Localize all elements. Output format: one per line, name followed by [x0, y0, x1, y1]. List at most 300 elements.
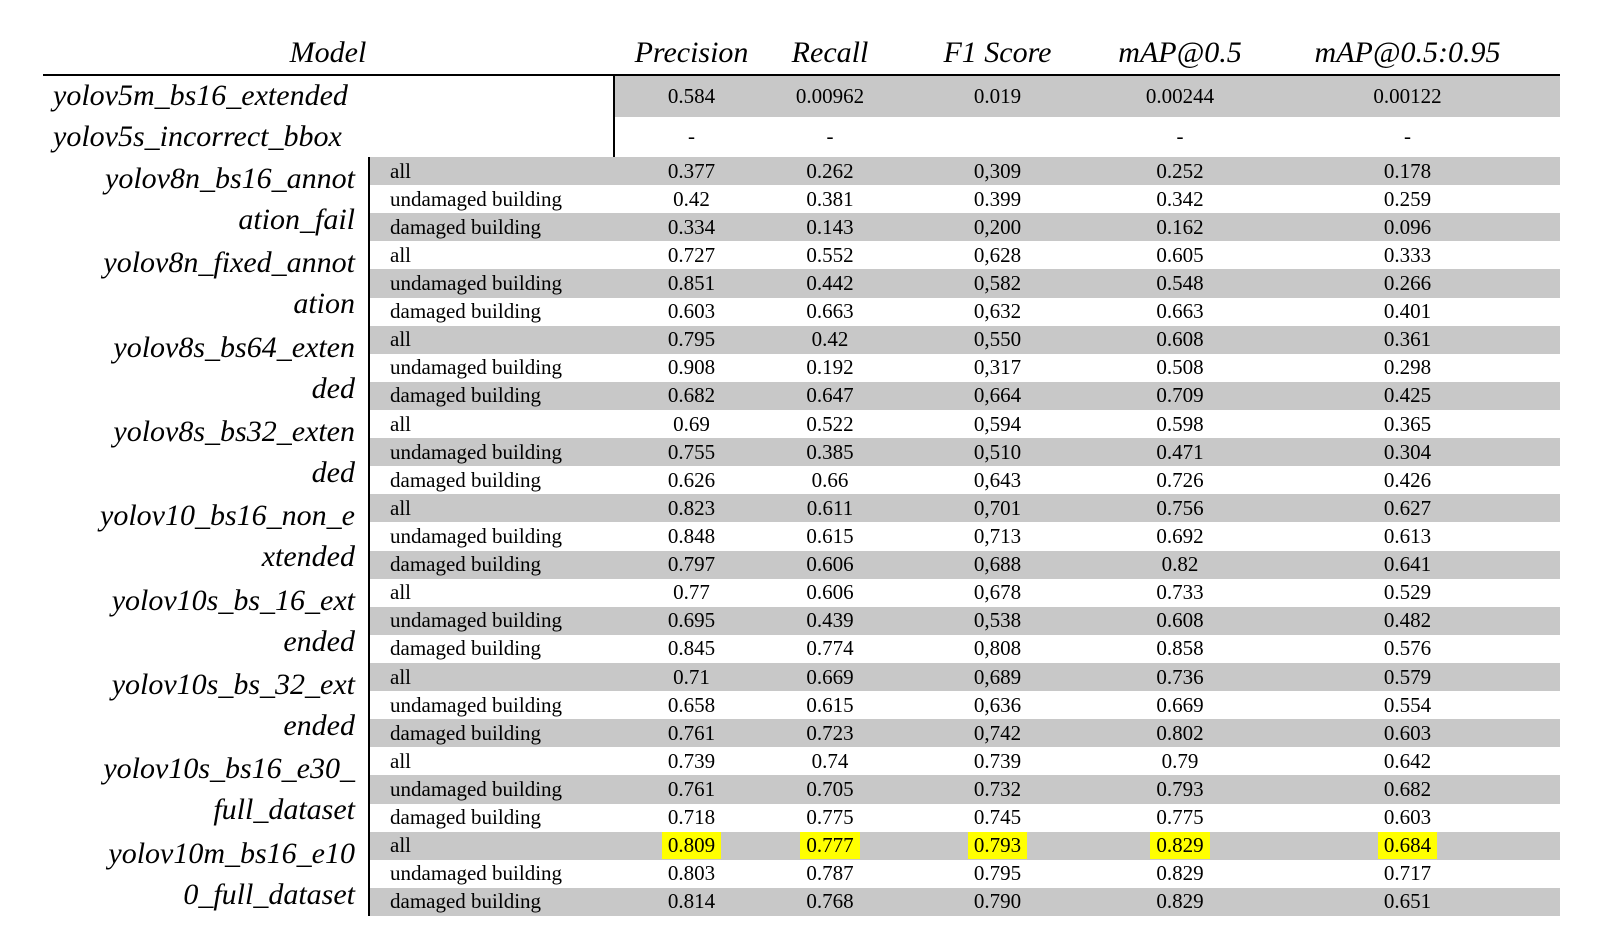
metric-value-cell — [890, 213, 1105, 241]
column-header-precision: Precision — [634, 36, 749, 69]
metric-value: 0.482 — [1383, 608, 1432, 633]
metric-value: 0.361 — [1383, 327, 1432, 352]
metric-value-cell — [770, 354, 890, 382]
metric-value: 0.304 — [1383, 439, 1432, 464]
metric-value: 0.608 — [1156, 608, 1204, 633]
row-band — [368, 860, 1560, 888]
metric-value: 0,550 — [973, 327, 1022, 352]
metric-value: - — [1176, 124, 1184, 149]
class-label-cell: undamaged building — [390, 439, 563, 464]
metric-value: 0.162 — [1156, 214, 1204, 239]
metric-value-cell — [613, 860, 770, 888]
model-name-cell: yolov5m_bs16_extended — [53, 79, 348, 113]
metric-value: 0.774 — [806, 636, 854, 661]
metric-value-cell — [770, 663, 890, 691]
metric-value: 0.663 — [1156, 299, 1204, 324]
metric-value: 0.381 — [806, 186, 854, 211]
metric-value-cell — [770, 438, 890, 466]
metric-value: 0,632 — [973, 299, 1022, 324]
metric-value: 0.71 — [673, 664, 710, 689]
row-band — [368, 522, 1560, 550]
metric-value-cell — [613, 579, 770, 607]
model-name — [43, 326, 355, 410]
metric-value-cell — [770, 410, 890, 438]
metric-value: 0.658 — [667, 692, 716, 717]
metric-value-cell — [1105, 747, 1255, 775]
class-label-cell: undamaged building — [390, 523, 563, 548]
metric-value-cell — [1105, 241, 1255, 269]
metric-value-cell — [613, 269, 770, 297]
metric-value-cell — [770, 719, 890, 747]
row-band — [368, 185, 1560, 213]
class-label-cell: all — [390, 411, 411, 436]
metric-value: 0.342 — [1156, 186, 1204, 211]
table-row — [43, 117, 1560, 158]
metric-value: 0.192 — [806, 355, 854, 380]
model-name — [43, 663, 355, 747]
metric-value: 0.755 — [667, 439, 716, 464]
metric-value: 0.768 — [806, 889, 854, 914]
metric-value: 0.611 — [806, 495, 854, 520]
metric-value-cell — [1105, 326, 1255, 354]
metric-value: 0.732 — [973, 776, 1022, 801]
metric-value-cell — [613, 326, 770, 354]
row-band — [368, 157, 1560, 185]
metric-value: 0.426 — [1383, 467, 1432, 492]
metric-value: 0.605 — [1156, 242, 1204, 267]
metric-value: 0.829 — [1156, 861, 1204, 886]
metric-value: 0,309 — [973, 158, 1022, 183]
metric-value-cell — [890, 76, 1105, 117]
metric-value-cell — [1105, 888, 1255, 916]
metric-value-cell — [770, 579, 890, 607]
metric-value-cell — [613, 832, 770, 860]
metric-value: 0.548 — [1156, 270, 1204, 295]
metric-value: 0.705 — [806, 776, 854, 801]
metric-value-cell — [1255, 438, 1560, 466]
metric-value: 0.365 — [1383, 411, 1432, 436]
metric-value: 0.627 — [1383, 495, 1432, 520]
metric-value: 0.718 — [667, 805, 716, 830]
model-name-line: yolov8n_fixed_annot — [103, 246, 355, 280]
column-header-map05: mAP@0.5 — [1118, 36, 1242, 69]
model-name — [43, 579, 355, 663]
metric-value: 0,643 — [973, 467, 1022, 492]
class-label-cell: damaged building — [390, 552, 542, 577]
metric-value-cell — [890, 663, 1105, 691]
metric-value: 0.74 — [811, 748, 849, 773]
metric-value-cell — [770, 551, 890, 579]
class-label-cell: undamaged building — [390, 270, 563, 295]
metric-value: 0.603 — [1383, 720, 1432, 745]
metric-value-cell — [890, 117, 1105, 158]
class-label-cell: undamaged building — [390, 776, 563, 801]
metric-value-cell — [613, 298, 770, 326]
metric-value-cell — [1255, 551, 1560, 579]
metric-value: - — [688, 124, 695, 149]
model-name-line: ended — [283, 709, 355, 743]
metric-value: 0,664 — [973, 383, 1022, 408]
metric-value: 0.613 — [1383, 523, 1432, 548]
metric-value: 0.761 — [667, 776, 716, 801]
metric-value: 0,713 — [973, 523, 1022, 548]
metric-value: 0.385 — [806, 439, 854, 464]
metric-value: 0.333 — [1383, 242, 1432, 267]
metric-value-cell — [1105, 607, 1255, 635]
model-name-line: ded — [311, 371, 355, 405]
metric-value: 0.522 — [806, 411, 854, 436]
class-label-cell: damaged building — [390, 214, 542, 239]
metric-value-cell — [1105, 663, 1255, 691]
metric-value-cell — [770, 522, 890, 550]
model-name-line: yolov10s_bs_16_ext — [111, 583, 355, 617]
metric-value-cell — [770, 185, 890, 213]
metric-value-cell — [1255, 747, 1560, 775]
class-label-cell: all — [390, 833, 411, 858]
metric-value-cell — [613, 410, 770, 438]
metric-value: 0.726 — [1156, 467, 1204, 492]
metric-value: 0.508 — [1156, 355, 1204, 380]
metric-value: 0.845 — [667, 636, 716, 661]
row-band — [613, 76, 1560, 117]
row-band — [368, 888, 1560, 916]
metric-value: 0,510 — [973, 439, 1022, 464]
metric-value-cell — [613, 117, 770, 158]
metric-value-cell — [613, 691, 770, 719]
metric-value-cell — [1255, 804, 1560, 832]
metric-value-cell — [613, 466, 770, 494]
metric-value-cell — [1255, 888, 1560, 916]
row-band — [368, 551, 1560, 579]
column-header-f1-score: F1 Score — [943, 36, 1052, 69]
metric-value-cell — [613, 747, 770, 775]
metric-value: 0,636 — [973, 692, 1022, 717]
metric-value: 0,200 — [973, 214, 1022, 239]
metric-value: 0.908 — [667, 355, 716, 380]
metric-value: 0.603 — [1383, 805, 1432, 830]
class-label-cell: damaged building — [390, 467, 542, 492]
metric-value-cell — [890, 804, 1105, 832]
metric-value-cell — [1105, 691, 1255, 719]
metric-value-cell — [1105, 213, 1255, 241]
metric-value: 0,701 — [973, 495, 1022, 520]
metric-value-cell — [613, 76, 770, 117]
metric-value: 0.529 — [1383, 580, 1432, 605]
metric-value: 0.802 — [1156, 720, 1204, 745]
metric-value-cell — [1105, 494, 1255, 522]
header-rows-divider-line — [613, 76, 615, 157]
metric-value-cell — [770, 607, 890, 635]
metric-value: 0.739 — [667, 748, 716, 773]
metric-value-cell — [1105, 719, 1255, 747]
metric-value: 0.775 — [806, 805, 854, 830]
row-band — [368, 241, 1560, 269]
row-band — [368, 747, 1560, 775]
metric-value-cell — [1105, 76, 1255, 117]
metric-value-cell — [1105, 804, 1255, 832]
metric-value: 0,538 — [973, 608, 1022, 633]
metric-value: 0,317 — [973, 355, 1022, 380]
metric-value-cell — [890, 551, 1105, 579]
metric-value: 0.552 — [806, 242, 854, 267]
row-band — [368, 832, 1560, 860]
metric-value-cell — [770, 241, 890, 269]
metric-value: 0.663 — [806, 299, 854, 324]
metric-value: 0.266 — [1383, 270, 1432, 295]
metric-value: 0.723 — [806, 720, 854, 745]
model-name-line: yolov8s_bs32_exten — [113, 415, 355, 449]
metric-value-cell — [613, 551, 770, 579]
metric-value-cell — [770, 382, 890, 410]
metric-value-cell — [613, 888, 770, 916]
column-header-map05-095: mAP@0.5:0.95 — [1314, 36, 1501, 69]
metric-value: 0.745 — [973, 805, 1022, 830]
row-band — [613, 117, 1560, 158]
metric-value-cell — [890, 269, 1105, 297]
metric-value-cell — [1255, 382, 1560, 410]
metric-value: 0.814 — [667, 889, 716, 914]
metric-value: 0.709 — [1156, 383, 1204, 408]
metric-value-cell — [890, 860, 1105, 888]
row-band — [368, 663, 1560, 691]
model-name-line: ation_fail — [238, 203, 355, 237]
metric-value-cell — [890, 719, 1105, 747]
metric-value: 0.66 — [811, 467, 849, 492]
metric-value: 0.736 — [1156, 664, 1204, 689]
row-band — [368, 269, 1560, 297]
metric-value-cell — [1255, 494, 1560, 522]
metric-value-cell — [1105, 832, 1255, 860]
metric-value: 0.615 — [806, 692, 854, 717]
class-label-cell: damaged building — [390, 889, 542, 914]
metric-value: 0.615 — [806, 523, 854, 548]
metric-value: 0.793 — [1156, 776, 1204, 801]
metric-value-cell — [770, 269, 890, 297]
metric-value-cell — [613, 522, 770, 550]
metric-value-cell — [1255, 579, 1560, 607]
metric-value-cell — [1255, 663, 1560, 691]
metric-value: 0.608 — [1156, 327, 1204, 352]
class-label-cell: undamaged building — [390, 186, 563, 211]
metric-value: 0.642 — [1383, 748, 1432, 773]
class-label-cell: damaged building — [390, 383, 542, 408]
metric-value: - — [826, 124, 834, 149]
metric-value: 0.598 — [1156, 411, 1204, 436]
model-divider-line — [368, 157, 370, 916]
metric-value: 0.647 — [806, 383, 854, 408]
metric-value: 0.399 — [973, 186, 1022, 211]
metric-value-cell — [890, 888, 1105, 916]
metric-value-cell — [1255, 76, 1560, 117]
metric-value-cell — [770, 117, 890, 158]
metric-value-cell — [613, 494, 770, 522]
metric-value-cell — [1105, 354, 1255, 382]
class-label-cell: damaged building — [390, 299, 542, 324]
metric-value-cell — [890, 410, 1105, 438]
metric-value: 0.471 — [1156, 439, 1204, 464]
metric-value-cell — [1255, 860, 1560, 888]
metric-value-cell — [1105, 579, 1255, 607]
metric-value: 0.809 — [662, 832, 721, 859]
metric-value: 0.739 — [973, 748, 1022, 773]
class-label-cell: damaged building — [390, 720, 542, 745]
row-band — [368, 298, 1560, 326]
metric-value: 0.777 — [800, 832, 859, 859]
metric-value: 0.793 — [968, 832, 1027, 859]
metric-value: 0.00962 — [795, 83, 865, 108]
metric-value: 0.669 — [806, 664, 854, 689]
metric-value: 0.334 — [667, 214, 716, 239]
metric-value-cell — [890, 635, 1105, 663]
column-header-model: Model — [289, 36, 367, 69]
metric-value-cell — [1255, 832, 1560, 860]
metric-value: 0.442 — [806, 270, 854, 295]
metric-value-cell — [1255, 635, 1560, 663]
table-header-row — [43, 30, 1560, 76]
row-band — [368, 410, 1560, 438]
class-label-cell: all — [390, 495, 411, 520]
row-band — [368, 635, 1560, 663]
class-label-cell: damaged building — [390, 636, 542, 661]
metric-value: 0.692 — [1156, 523, 1204, 548]
metric-value: 0.790 — [973, 889, 1022, 914]
model-name-cell: yolov5s_incorrect_bbox — [53, 119, 342, 153]
model-name-line: yolov8s_bs64_exten — [113, 330, 355, 364]
metric-value-cell — [613, 213, 770, 241]
metric-value-cell — [613, 663, 770, 691]
metric-value: 0.00122 — [1373, 83, 1442, 108]
metric-value-cell — [1105, 775, 1255, 803]
metric-value: 0.795 — [973, 861, 1022, 886]
metric-value: 0.651 — [1383, 889, 1432, 914]
model-metrics-table — [43, 30, 1560, 916]
metric-value-cell — [1255, 269, 1560, 297]
metric-value-cell — [890, 298, 1105, 326]
metric-value: 0.695 — [667, 608, 716, 633]
model-name-line: yolov10_bs16_non_e — [100, 499, 355, 533]
metric-value: 0.00244 — [1145, 83, 1215, 108]
metric-value: 0.576 — [1383, 636, 1432, 661]
model-name-line: xtended — [261, 540, 355, 574]
metric-value-cell — [613, 185, 770, 213]
metric-value-cell — [613, 719, 770, 747]
metric-value: 0.684 — [1378, 832, 1437, 859]
metric-value: 0.79 — [1161, 748, 1199, 773]
metric-value-cell — [1255, 410, 1560, 438]
metric-value-cell — [1105, 522, 1255, 550]
metric-value: 0.096 — [1383, 214, 1432, 239]
metric-value-cell — [770, 860, 890, 888]
metric-value-cell — [1255, 354, 1560, 382]
metric-value: 0,689 — [973, 664, 1022, 689]
metric-value-cell — [890, 494, 1105, 522]
metric-value: 0.425 — [1383, 383, 1432, 408]
row-band — [368, 466, 1560, 494]
metric-value: 0.603 — [667, 299, 716, 324]
row-band — [368, 382, 1560, 410]
metric-value-cell — [1255, 326, 1560, 354]
metric-value: 0.717 — [1383, 861, 1432, 886]
metric-value-cell — [1105, 157, 1255, 185]
metric-value: 0.829 — [1156, 889, 1204, 914]
metric-value: 0.626 — [667, 467, 716, 492]
class-label-cell: all — [390, 242, 411, 267]
metric-value-cell — [613, 635, 770, 663]
metric-value-cell — [1255, 298, 1560, 326]
model-name — [43, 747, 355, 831]
metric-value-cell — [613, 438, 770, 466]
metric-value-cell — [890, 241, 1105, 269]
model-name-line: ended — [283, 624, 355, 658]
metric-value-cell — [613, 804, 770, 832]
metric-value-cell — [770, 888, 890, 916]
metric-value: 0.42 — [811, 327, 849, 352]
row-band — [368, 691, 1560, 719]
model-name — [43, 157, 355, 241]
model-name — [43, 832, 355, 916]
metric-value-cell — [1105, 117, 1255, 158]
class-label-cell: all — [390, 748, 411, 773]
metric-value: 0.641 — [1383, 552, 1432, 577]
metric-value-cell — [890, 185, 1105, 213]
row-band — [368, 804, 1560, 832]
metric-value-cell — [1255, 241, 1560, 269]
metric-value: 0.377 — [667, 158, 716, 183]
metric-value: 0,594 — [973, 411, 1022, 436]
row-band — [368, 438, 1560, 466]
metric-value-cell — [770, 775, 890, 803]
metric-value-cell — [890, 157, 1105, 185]
metric-value-cell — [890, 832, 1105, 860]
class-label-cell: undamaged building — [390, 355, 563, 380]
metric-value: 0.252 — [1156, 158, 1204, 183]
metric-value: 0.775 — [1156, 805, 1204, 830]
metric-value: 0.82 — [1161, 552, 1199, 577]
metric-value: 0,678 — [973, 580, 1022, 605]
metric-value-cell — [1255, 775, 1560, 803]
metric-value-cell — [770, 747, 890, 775]
metric-value: 0.756 — [1156, 495, 1204, 520]
metric-value: 0.298 — [1383, 355, 1432, 380]
row-band — [368, 494, 1560, 522]
metric-value: 0.584 — [667, 83, 716, 108]
class-label-cell: damaged building — [390, 805, 542, 830]
metric-value: 0.787 — [806, 861, 854, 886]
row-band — [368, 579, 1560, 607]
metric-value-cell — [613, 354, 770, 382]
metric-value-cell — [1105, 860, 1255, 888]
metric-value-cell — [1255, 691, 1560, 719]
metric-value: 0.823 — [667, 495, 716, 520]
metric-value-cell — [890, 438, 1105, 466]
class-label-cell: undamaged building — [390, 861, 563, 886]
metric-value-cell — [770, 298, 890, 326]
metric-value-cell — [1255, 522, 1560, 550]
metric-value: 0.77 — [673, 580, 710, 605]
metric-value: 0.829 — [1150, 832, 1209, 859]
metric-value-cell — [1105, 382, 1255, 410]
column-header-recall: Recall — [791, 36, 869, 69]
table-row — [43, 76, 1560, 117]
model-name-line: yolov10m_bs16_e10 — [108, 836, 355, 870]
model-name-line: ded — [311, 456, 355, 490]
metric-value-cell — [1255, 157, 1560, 185]
metric-value-cell — [770, 832, 890, 860]
metric-value-cell — [770, 635, 890, 663]
metric-value-cell — [613, 775, 770, 803]
metric-value: 0.797 — [667, 552, 716, 577]
metric-value-cell — [1255, 213, 1560, 241]
